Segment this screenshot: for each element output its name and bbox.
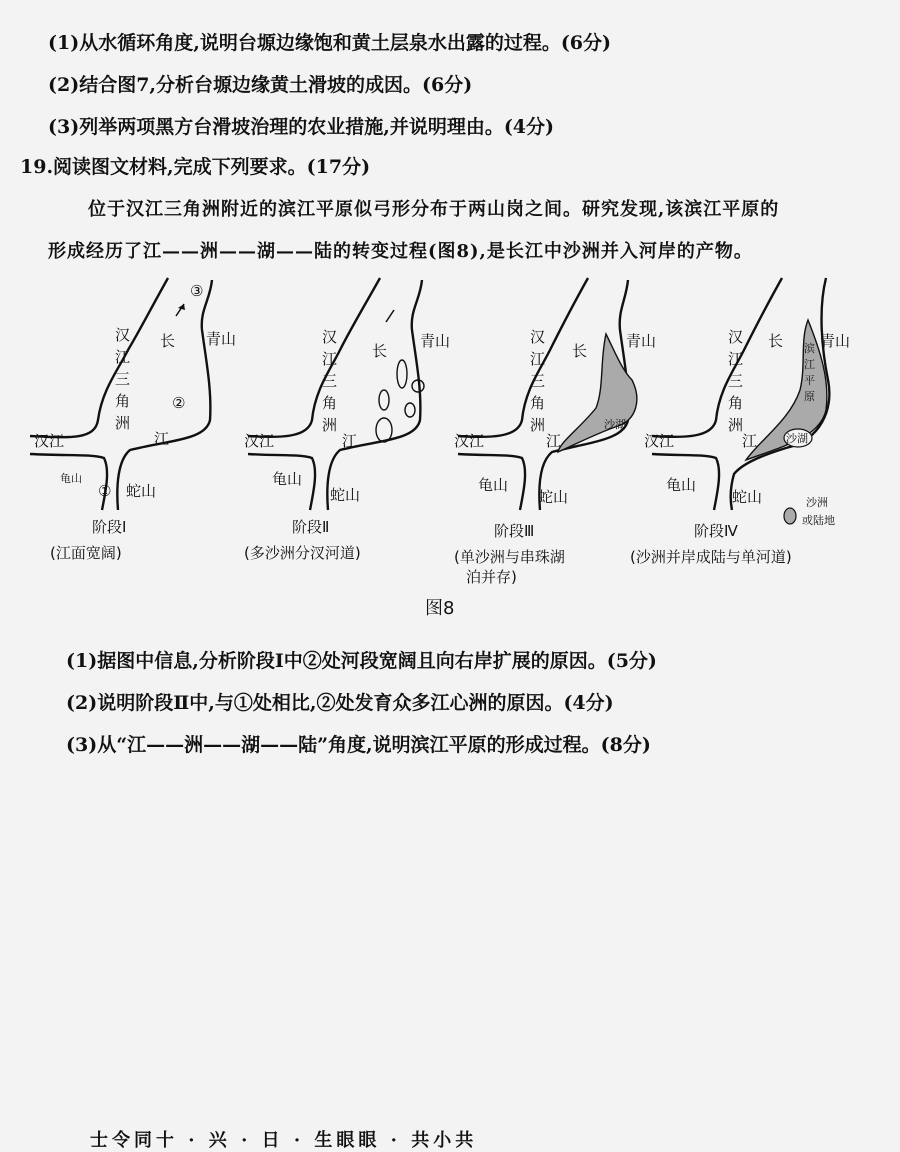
label-qingshan-3: 青山 (626, 332, 657, 350)
label-guishan: 龟山 (60, 472, 82, 485)
stage-4-map (630, 278, 850, 566)
label-guishan-3: 龟山 (478, 476, 509, 494)
label-sheshan-3: 蛇山 (538, 488, 569, 506)
prev-question-1: (1)从水循环角度,说明台塬边缘饱和黄土层泉水出露的过程。(6分) (48, 32, 612, 54)
delta-char-2-2: 江 (322, 350, 338, 368)
delta-char-3-5: 洲 (530, 416, 546, 434)
label-shahu-4: 沙湖 (786, 432, 808, 445)
plain-char-3: 平 (804, 374, 815, 387)
stage-3-desc-1: (单沙洲与串珠湖 (454, 548, 565, 566)
delta-char-5: 洲 (115, 414, 131, 432)
label-guishan-2: 龟山 (272, 470, 303, 488)
legend-text-2: 或陆地 (802, 514, 835, 527)
delta-char-4-3: 三 (728, 372, 744, 390)
plain-char-2: 江 (804, 358, 815, 371)
stage-2-desc: (多沙洲分汊河道) (244, 544, 361, 562)
label-sheshan-2: 蛇山 (330, 486, 361, 504)
label-qingshan-2: 青山 (420, 332, 451, 350)
label-qingshan-4: 青山 (820, 332, 851, 350)
label-chang-3: 长 (572, 342, 588, 360)
intro-paragraph-line-1: 位于汉江三角洲附近的滨江平原似弓形分布于两山岗之间。研究发现,该滨江平原的 (88, 199, 780, 220)
delta-char-4-4: 角 (728, 394, 744, 412)
label-jiang: 江 (154, 430, 170, 448)
plain-char-1: 滨 (804, 342, 815, 355)
delta-char-3-2: 江 (530, 350, 546, 368)
delta-char-2-5: 洲 (322, 416, 338, 434)
label-sheshan-4: 蛇山 (732, 488, 763, 506)
delta-char-4: 角 (115, 392, 131, 410)
stage-1-name: 阶段Ⅰ (92, 518, 127, 536)
label-jiang-2: 江 (342, 432, 358, 450)
delta-char-3: 三 (115, 370, 131, 388)
stage-4-desc: (沙洲并岸成陆与单河道) (630, 548, 792, 566)
stage-1-desc: (江面宽阔) (50, 544, 122, 562)
delta-char-1: 汉 (115, 326, 131, 344)
delta-char-3-1: 汉 (530, 328, 546, 346)
cropped-footer-text: 士令同十 · 兴 · 日 · 生眼眼 · 共小共 (90, 1130, 478, 1151)
delta-char-3-3: 三 (530, 372, 546, 390)
marker-1: ① (98, 482, 112, 500)
label-sheshan: 蛇山 (126, 482, 157, 500)
legend-text-1: 沙洲 (806, 496, 828, 509)
stage-3-name: 阶段Ⅲ (494, 522, 535, 540)
delta-char-4-2: 江 (728, 350, 744, 368)
label-qingshan: 青山 (206, 330, 237, 348)
delta-char-2: 江 (115, 348, 131, 366)
label-chang-2: 长 (372, 342, 388, 360)
intro-paragraph-line-2: 形成经历了江——洲——湖——陆的转变过程(图8),是长江中沙洲并入河岸的产物。 (48, 241, 753, 262)
legend-sand-swatch (784, 508, 796, 524)
prev-question-3: (3)列举两项黑方台滑坡治理的农业措施,并说明理由。(4分) (48, 116, 555, 138)
stage-2-map (244, 278, 450, 562)
delta-char-3-4: 角 (530, 394, 546, 412)
stage-1-map (30, 278, 236, 562)
stage-3-map (454, 278, 656, 586)
stage-2-name: 阶段Ⅱ (292, 518, 330, 536)
plain-char-4: 原 (804, 390, 815, 403)
stage-3-desc-2: 泊并存) (466, 568, 517, 586)
delta-char-4-1: 汉 (728, 328, 744, 346)
label-guishan-4: 龟山 (666, 476, 697, 494)
label-chang-4: 长 (768, 332, 784, 350)
marker-3: ③ (190, 282, 204, 300)
stage-4-name: 阶段Ⅳ (694, 522, 738, 540)
figure-caption: 图8 (425, 598, 455, 619)
sub-question-1: (1)据图中信息,分析阶段Ⅰ中②处河段宽阔且向右岸扩展的原因。(5分) (66, 650, 657, 672)
marker-2: ② (172, 394, 186, 412)
delta-char-4-5: 洲 (728, 416, 744, 434)
label-hanjiang: 汉江 (34, 432, 65, 450)
prev-question-2: (2)结合图7,分析台塬边缘黄土滑坡的成因。(6分) (48, 74, 473, 96)
label-chang: 长 (160, 332, 176, 350)
label-hanjiang-2: 汉江 (244, 432, 275, 450)
delta-char-2-3: 三 (322, 372, 338, 390)
label-jiang-4: 江 (742, 432, 758, 450)
sub-question-2: (2)说明阶段Ⅱ中,与①处相比,②处发育众多江心洲的原因。(4分) (66, 692, 614, 714)
label-jiang-3: 江 (546, 432, 562, 450)
label-shahu-3: 沙湖 (604, 418, 626, 431)
figure-8-river-evolution (0, 270, 900, 600)
sub-question-3: (3)从“江——洲——湖——陆”角度,说明滨江平原的形成过程。(8分) (66, 734, 651, 756)
label-hanjiang-3: 汉江 (454, 432, 485, 450)
label-hanjiang-4: 汉江 (644, 432, 675, 450)
delta-char-2-4: 角 (322, 394, 338, 412)
delta-char-2-1: 汉 (322, 328, 338, 346)
question-19-title: 19.阅读图文材料,完成下列要求。(17分) (20, 156, 371, 178)
